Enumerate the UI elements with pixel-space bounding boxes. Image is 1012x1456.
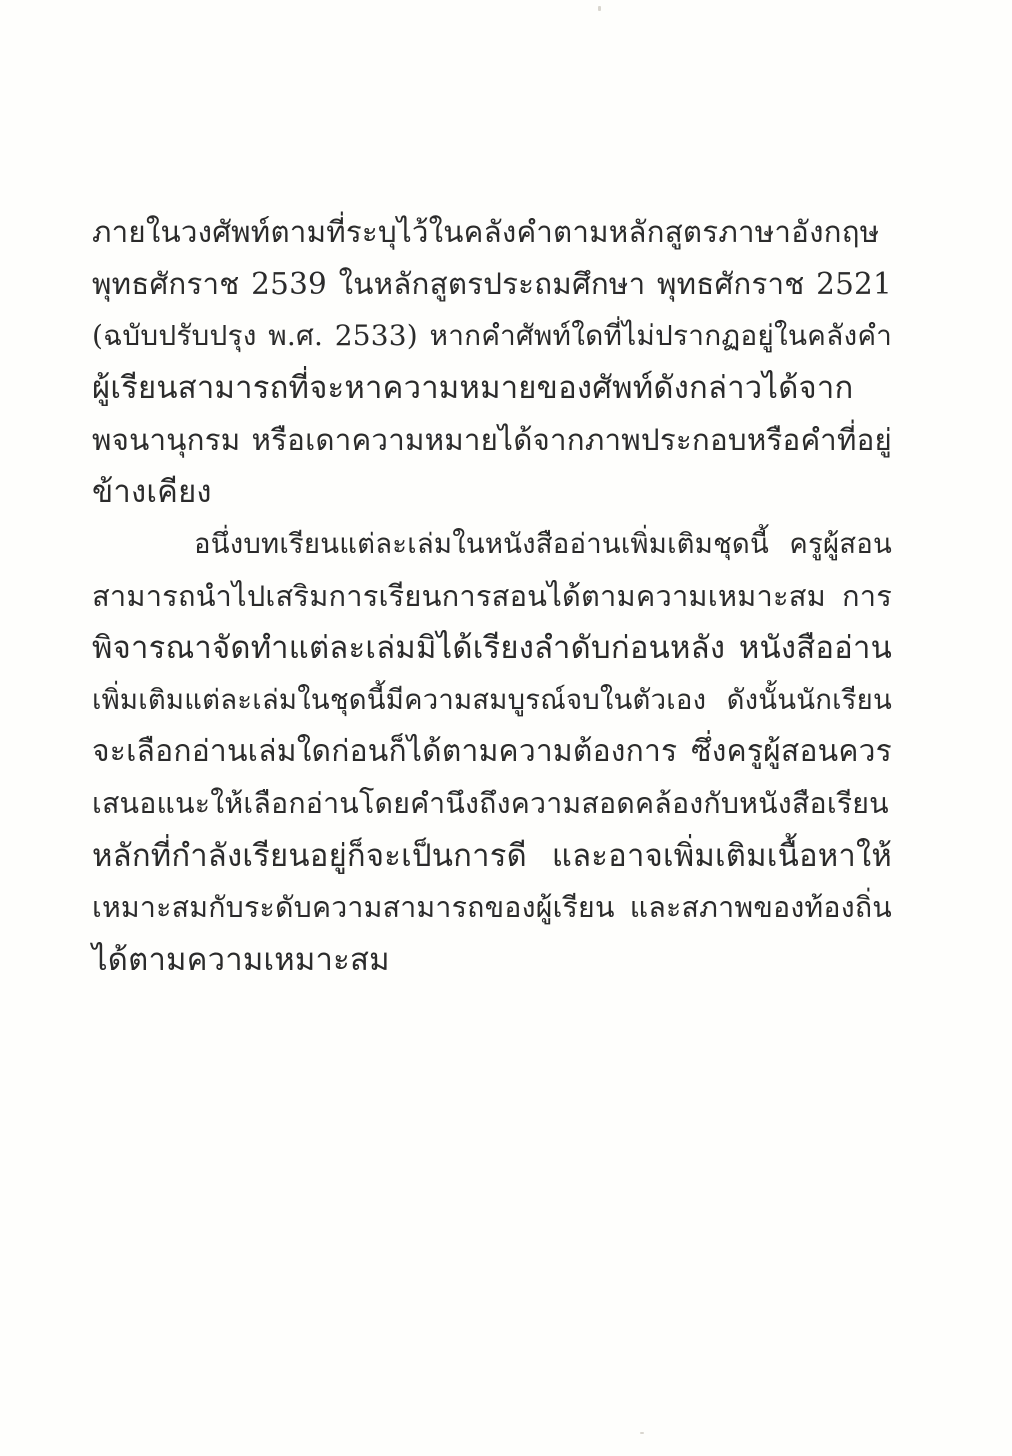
- paragraph-1: [92, 206, 892, 518]
- paragraph-line: ข้างเคียง: [92, 474, 212, 510]
- paragraph-line: เหมาะสมกับระดับความสามารถของผู้เรียน และสภาพของท้องถิ่น: [92, 891, 892, 924]
- paragraph-line: หลักที่กำลังเรียนอยู่ก็จะเป็นการดี และอาจเพิ่มเติมเนื้อหาให้: [92, 838, 892, 874]
- paragraph-line: อนึ่งบทเรียนแต่ละเล่มในหนังสืออ่านเพิ่มเติมชุดนี้ ครูผู้สอน: [194, 528, 892, 560]
- paragraph-line: จะเลือกอ่านเล่มใดก่อนก็ได้ตามความต้องการ ซึ่งครูผู้สอนควร: [92, 734, 892, 769]
- body-text: [92, 206, 892, 986]
- paragraph-line: พิจารณาจัดทำแต่ละเล่มมิได้เรียงลำดับก่อนหลัง หนังสืออ่าน: [92, 630, 892, 666]
- paragraph-2: [92, 518, 892, 986]
- paragraph-line: พจนานุกรม หรือเดาความหมายได้จากภาพประกอบหรือคำที่อยู่: [92, 423, 892, 457]
- scan-mark: [598, 6, 601, 11]
- paragraph-line: เพิ่มเติมแต่ละเล่มในชุดนี้มีความสมบูรณ์จบในตัวเอง ดังนั้นนักเรียน: [92, 684, 892, 716]
- paragraph-line: พุทธศักราช 2539 ในหลักสูตรประถมศึกษา พุทธศักราช 2521: [92, 267, 892, 301]
- paragraph-line: ได้ตามความเหมาะสม: [92, 942, 390, 978]
- paragraph-line: (ฉบับปรับปรุง พ.ศ. 2533) หากคำศัพท์ใดที่ไม่ปรากฏอยู่ในคลังคำ: [92, 319, 892, 352]
- paragraph-line: สามารถนำไปเสริมการเรียนการสอนได้ตามความเหมาะสม การ: [92, 579, 892, 613]
- paragraph-line: ผู้เรียนสามารถที่จะหาความหมายของศัพท์ดังกล่าวได้จาก: [92, 370, 854, 406]
- paragraph-line: เสนอแนะให้เลือกอ่านโดยคำนึงถึงความสอดคล้องกับหนังสือเรียน: [92, 787, 889, 820]
- paragraph-line: ภายในวงศัพท์ตามที่ระบุไว้ในคลังคำตามหลักสูตรภาษาอังกฤษ: [92, 215, 880, 249]
- scan-mark: [640, 1432, 644, 1434]
